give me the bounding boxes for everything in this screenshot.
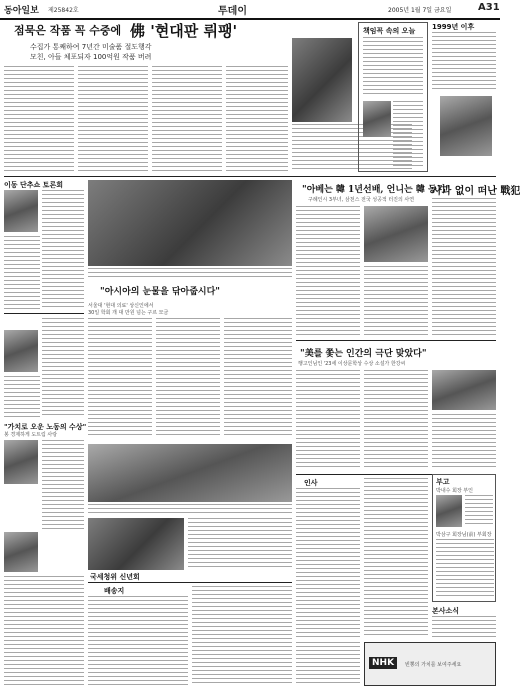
meeting-photo xyxy=(88,180,292,266)
today-box-text xyxy=(363,37,423,97)
ad-logo: NHK xyxy=(369,657,397,669)
story5-headline: 국세청위 신년회 xyxy=(90,573,140,581)
ceremony-photo xyxy=(88,518,184,570)
advertisement[interactable] xyxy=(364,642,496,686)
left-photo-3 xyxy=(4,440,38,484)
story2-column-3 xyxy=(224,318,292,438)
today-box xyxy=(358,22,428,172)
lead-kicker: 점묵은 작품 꼭 수중에 xyxy=(14,24,122,37)
story4-headline: "가치로 오운 노동의 수상" xyxy=(4,423,87,431)
group-photo-caption xyxy=(88,504,292,514)
group-photo xyxy=(88,444,292,502)
story2-headline: "아시아의 눈물을 닦아줍시다" xyxy=(100,287,220,297)
masthead xyxy=(0,0,500,20)
obituary-photo xyxy=(436,495,462,527)
divider xyxy=(4,176,496,177)
bottom-section-2: 인사 xyxy=(304,479,318,487)
lead-column-1 xyxy=(4,66,74,172)
col2-photo xyxy=(440,96,492,156)
obituary-head-2: 박삼구 회장님(前) 부회장 xyxy=(436,532,492,538)
story3-headline: "美를 쫓는 인간의 극단 맞았다" xyxy=(300,349,427,359)
mid-photo xyxy=(364,206,428,262)
ceremony-caption xyxy=(188,518,292,570)
story3-subhead: 행고인님인 '23세 이상문학상 수상 소설가 한강씨 xyxy=(298,361,406,367)
lead-subhead-2: 모친, 아들 체포되자 100억원 작품 버려 xyxy=(30,53,152,61)
story3-column-1 xyxy=(296,370,360,470)
left-column-text-6 xyxy=(4,576,84,686)
story2-column-1 xyxy=(88,318,152,438)
obituary-head: 박내수 회장 부인 xyxy=(436,488,473,494)
issue-number: 제25842호 xyxy=(48,7,79,14)
left-photo-1 xyxy=(4,190,38,232)
story2-subhead: 서울대 '현대 의료' 상신인에서 xyxy=(88,303,154,309)
today-box-text-2 xyxy=(393,101,423,167)
company-news-text xyxy=(432,616,496,638)
story2-subhead-2: 30일 학회 개 대 만원 넘는 구르 모금 xyxy=(88,310,169,316)
right-headline: 사과 없이 떠난 戰犯 xyxy=(432,186,520,197)
story4-subhead: 봉 경제하게 도트림 사랑 xyxy=(4,432,58,438)
page-number: A31 xyxy=(478,2,500,13)
personnel-list-1 xyxy=(296,488,360,638)
ad-text: 빈뽕의 가치를 보여주세요 xyxy=(405,662,462,668)
mid-headline: "아베는 韓 1년선배, 언니는 韓 동기" xyxy=(302,185,451,195)
section-title: 투데이 xyxy=(218,6,247,17)
mid-subhead: 구례인시 3부녀, 삼천스 전국 성공적 터진의 사연 xyxy=(308,197,415,203)
story3-photo xyxy=(432,370,496,410)
left-column-text-5 xyxy=(42,440,84,530)
divider xyxy=(296,340,496,341)
lead-column-2 xyxy=(78,66,148,172)
obituary-text-1 xyxy=(465,495,493,527)
col2-text xyxy=(432,32,496,92)
bottom-column-1 xyxy=(88,596,188,686)
col2-label: 1999년 이후 xyxy=(432,23,475,31)
left-column-text-2 xyxy=(4,236,40,310)
left-photo-2 xyxy=(4,330,38,372)
bottom-section-3: 본사소식 xyxy=(432,607,460,615)
obituary-box xyxy=(432,474,496,602)
story3-column-3 xyxy=(432,414,496,470)
today-box-label: 책임꼭 속의 오늘 xyxy=(363,27,416,35)
lead-photo xyxy=(292,38,352,122)
personnel-list-2 xyxy=(364,478,428,638)
divider xyxy=(4,313,84,314)
bottom-column-3 xyxy=(296,642,360,686)
story3-column-2 xyxy=(364,370,428,470)
divider xyxy=(88,582,292,583)
obituary-text-2 xyxy=(436,539,494,597)
right-column-text xyxy=(432,198,496,338)
left-column-text-4 xyxy=(4,376,40,418)
lead-subhead-1: 수집가 통째하여 7년간 미술품 절도행각 xyxy=(30,43,152,51)
left-column-text-3 xyxy=(42,318,84,418)
lead-column-3 xyxy=(152,66,222,172)
bottom-section-1: 배송지 xyxy=(104,587,125,595)
lead-column-4 xyxy=(226,66,288,172)
story2-column-2 xyxy=(156,318,220,438)
today-box-photo xyxy=(363,101,391,137)
left-photo-4 xyxy=(4,532,38,572)
issue-date: 2005년 1월 7일 금요일 xyxy=(388,7,452,14)
paper-logo: 동아일보 xyxy=(4,6,39,16)
meeting-photo-caption xyxy=(88,268,292,278)
left-column-text-1 xyxy=(42,190,84,310)
obituary-label: 부고 xyxy=(436,478,450,486)
column-heading: 이동 단추쇼 토론회 xyxy=(4,181,63,189)
bottom-column-2 xyxy=(192,586,292,686)
mid-column-1 xyxy=(296,206,360,336)
lead-headline: 佛 '현대판 뤼팽' xyxy=(130,22,238,40)
mid-column-2 xyxy=(364,266,428,336)
